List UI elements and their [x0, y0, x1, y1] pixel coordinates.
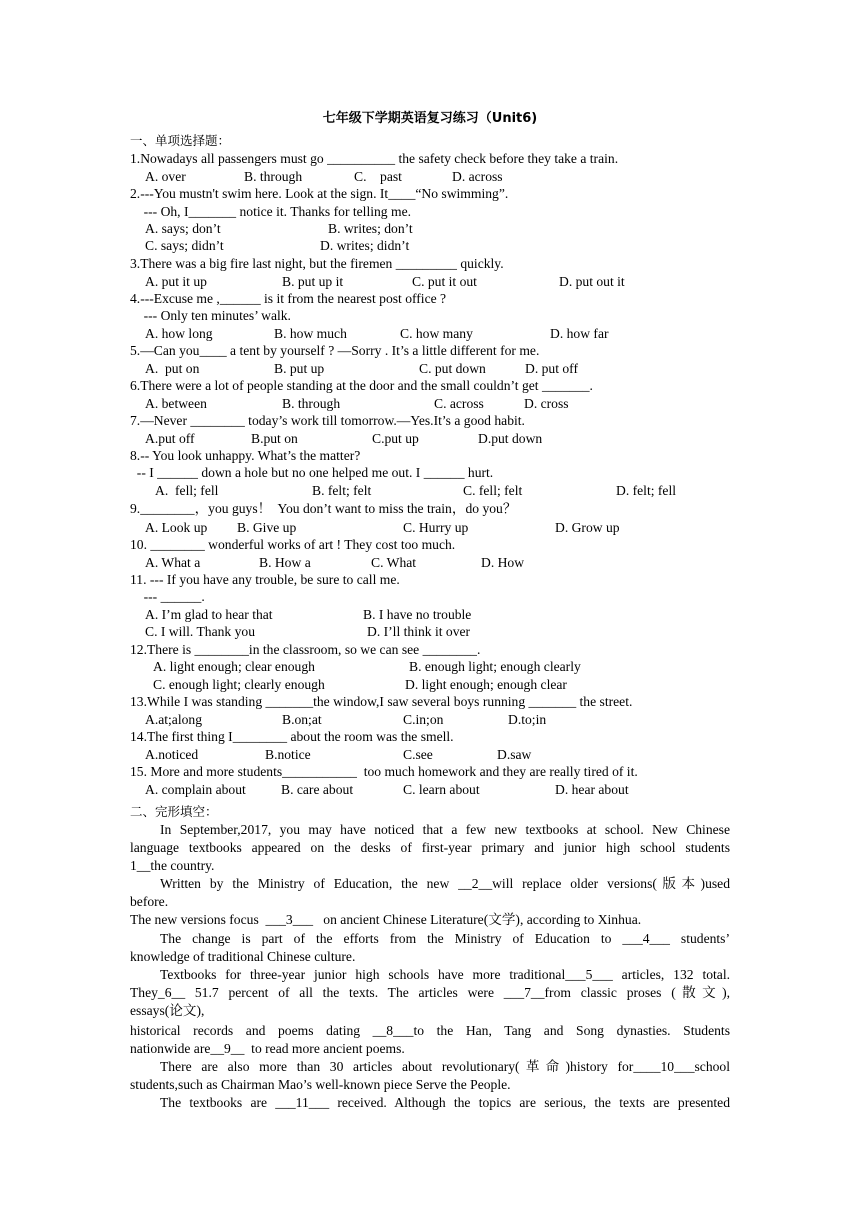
page-title: 七年级下学期英语复习练习（Unit6): [322, 111, 538, 126]
answer-option: C. past: [354, 169, 402, 184]
answer-option: A. over: [145, 169, 186, 184]
question-stem: -- I ______ down a hole but no one helped me out. I ______ hurt.: [130, 465, 494, 480]
cloze-passage-line: before.: [130, 894, 169, 909]
answer-option: B. How a: [259, 555, 311, 570]
cloze-passage-line: The change is part of the efforts from the Ministry of Education to ___4___ students’: [160, 931, 730, 946]
answer-option: A. Look up: [145, 520, 208, 535]
answer-option: C. put it out: [412, 274, 477, 289]
question-stem: 7.—Never ________ today’s work till tomorrow.—Yes.It’s a good habit.: [130, 413, 525, 428]
answer-option: B.on;at: [282, 712, 322, 727]
answer-option: B. enough light; enough clearly: [409, 659, 581, 674]
question-stem: 13.While I was standing _______the window,I saw several boys running _______ the street.: [130, 694, 633, 709]
answer-option: B. Give up: [237, 520, 297, 535]
answer-option: C. says; didn’t: [145, 238, 224, 253]
cloze-passage-line: knowledge of traditional Chinese culture.: [130, 949, 356, 964]
answer-option: A. fell; fell: [155, 483, 219, 498]
cloze-passage-line: students,such as Chairman Mao’s well-known piece Serve the People.: [130, 1077, 511, 1092]
question-stem: 3.There was a big fire last night, but the firemen _________ quickly.: [130, 256, 504, 271]
cloze-passage-line: There are also more than 30 articles about revolutionary(革命)history for____10___school: [160, 1059, 730, 1074]
answer-option: D. I’ll think it over: [367, 624, 471, 639]
question-stem: --- Only ten minutes’ walk.: [130, 308, 291, 323]
answer-option: C. across: [434, 396, 484, 411]
question-stem: 5.—Can you____ a tent by yourself ? —Sorry . It’s a little different for me.: [130, 343, 540, 358]
section-heading-cloze: 二、完形填空：: [130, 804, 218, 819]
answer-option: C. What: [371, 555, 417, 570]
question-stem: 15. More and more students___________ too much homework and they are really tired of it.: [130, 764, 638, 779]
question-stem: 6.There were a lot of people standing at the door and the small couldn’t get _______.: [130, 378, 593, 393]
answer-option: A. What a: [145, 555, 201, 570]
answer-option: A. complain about: [145, 782, 246, 797]
answer-option: D. hear about: [555, 782, 629, 797]
answer-option: C.in;on: [403, 712, 444, 727]
answer-option: D.saw: [497, 747, 532, 762]
answer-option: A.at;along: [145, 712, 203, 727]
cloze-passage-line: Textbooks for three-year junior high schools have more traditional___5___ articles, 132 total.: [160, 967, 730, 982]
cloze-passage-line: The new versions focus ___3___ on ancient Chinese Literature(文学), according to Xinhua.: [130, 912, 642, 927]
answer-option: A. says; don’t: [145, 221, 221, 236]
answer-option: D. across: [452, 169, 503, 184]
answer-option: B. felt; felt: [312, 483, 372, 498]
question-stem: 4.---Excuse me ,______ is it from the nearest post office ?: [130, 291, 447, 306]
answer-option: D. how far: [550, 326, 609, 341]
cloze-passage-line: 1__the country.: [130, 858, 215, 873]
cloze-passage-line: Written by the Ministry of Education, the new __2__will replace older versions(版本)used: [160, 876, 730, 891]
answer-option: B. put up it: [282, 274, 344, 289]
answer-option: C. put down: [419, 361, 486, 376]
answer-option: D. put out it: [559, 274, 625, 289]
cloze-passage-line: They_6__ 51.7 percent of all the texts. The articles were ___7__from classic proses (散文),: [130, 985, 730, 1000]
answer-option: A. how long: [145, 326, 213, 341]
answer-option: B. I have no trouble: [363, 607, 472, 622]
cloze-passage-line: In September,2017, you may have noticed that a few new textbooks at school. New Chinese: [160, 822, 730, 837]
question-stem: 1.Nowadays all passengers must go __________ the safety check before they take a train.: [130, 151, 619, 166]
answer-option: C. how many: [400, 326, 473, 341]
cloze-passage-line: essays(论文),: [130, 1003, 205, 1018]
question-stem: 14.The first thing I________ about the room was the smell.: [130, 729, 454, 744]
answer-option: C.put up: [372, 431, 419, 446]
answer-option: B. care about: [281, 782, 354, 797]
answer-option: A.put off: [145, 431, 195, 446]
answer-option: D. felt; fell: [616, 483, 677, 498]
answer-option: A. put it up: [145, 274, 207, 289]
answer-option: D. writes; didn’t: [320, 238, 410, 253]
cloze-passage-line: historical records and poems dating __8___to the Han, Tang and Song dynasties. Students: [130, 1023, 730, 1038]
answer-option: A. between: [145, 396, 207, 411]
answer-option: C. learn about: [403, 782, 480, 797]
answer-option: D. cross: [524, 396, 569, 411]
answer-option: D. put off: [525, 361, 578, 376]
answer-option: C. fell; felt: [463, 483, 523, 498]
answer-option: C. I will. Thank you: [145, 624, 256, 639]
answer-option: B. through: [244, 169, 303, 184]
answer-option: B. writes; don’t: [328, 221, 413, 236]
answer-option: C. Hurry up: [403, 520, 469, 535]
question-stem: 8.-- You look unhappy. What’s the matter?: [130, 448, 361, 463]
answer-option: A. I’m glad to hear that: [145, 607, 273, 622]
answer-option: B.notice: [265, 747, 311, 762]
cloze-passage-line: language textbooks appeared on the desks of first-year primary and junior high school students: [130, 840, 730, 855]
section-heading-multiple-choice: 一、单项选择题：: [130, 133, 231, 148]
answer-option: D. light enough; enough clear: [405, 677, 567, 692]
answer-option: D.to;in: [508, 712, 547, 727]
question-stem: 9.________，you guys！ You don’t want to miss the train，do you？: [130, 501, 517, 516]
answer-option: D. Grow up: [555, 520, 620, 535]
answer-option: D.put down: [478, 431, 543, 446]
answer-option: B.put on: [251, 431, 298, 446]
question-stem: --- ______.: [130, 589, 205, 604]
answer-option: B. how much: [274, 326, 347, 341]
cloze-passage-line: nationwide are__9__ to read more ancient poems.: [130, 1041, 405, 1056]
answer-option: D. How: [481, 555, 525, 570]
question-stem: 11. --- If you have any trouble, be sure to call me.: [130, 572, 400, 587]
question-stem: 10. ________ wonderful works of art ! They cost too much.: [130, 537, 456, 552]
answer-option: A.noticed: [145, 747, 199, 762]
cloze-passage-line: The textbooks are ___11___ received. Although the topics are serious, the texts are presented: [160, 1095, 730, 1110]
answer-option: A. put on: [145, 361, 200, 376]
answer-option: C.see: [403, 747, 433, 762]
answer-option: C. enough light; clearly enough: [153, 677, 325, 692]
question-stem: 2.---You mustn't swim here. Look at the sign. It____“No swimming”.: [130, 186, 509, 201]
answer-option: B. put up: [274, 361, 325, 376]
question-stem: --- Oh, I_______ notice it. Thanks for telling me.: [130, 204, 412, 219]
question-stem: 12.There is ________in the classroom, so we can see ________.: [130, 642, 481, 657]
answer-option: A. light enough; clear enough: [153, 659, 315, 674]
answer-option: B. through: [282, 396, 341, 411]
